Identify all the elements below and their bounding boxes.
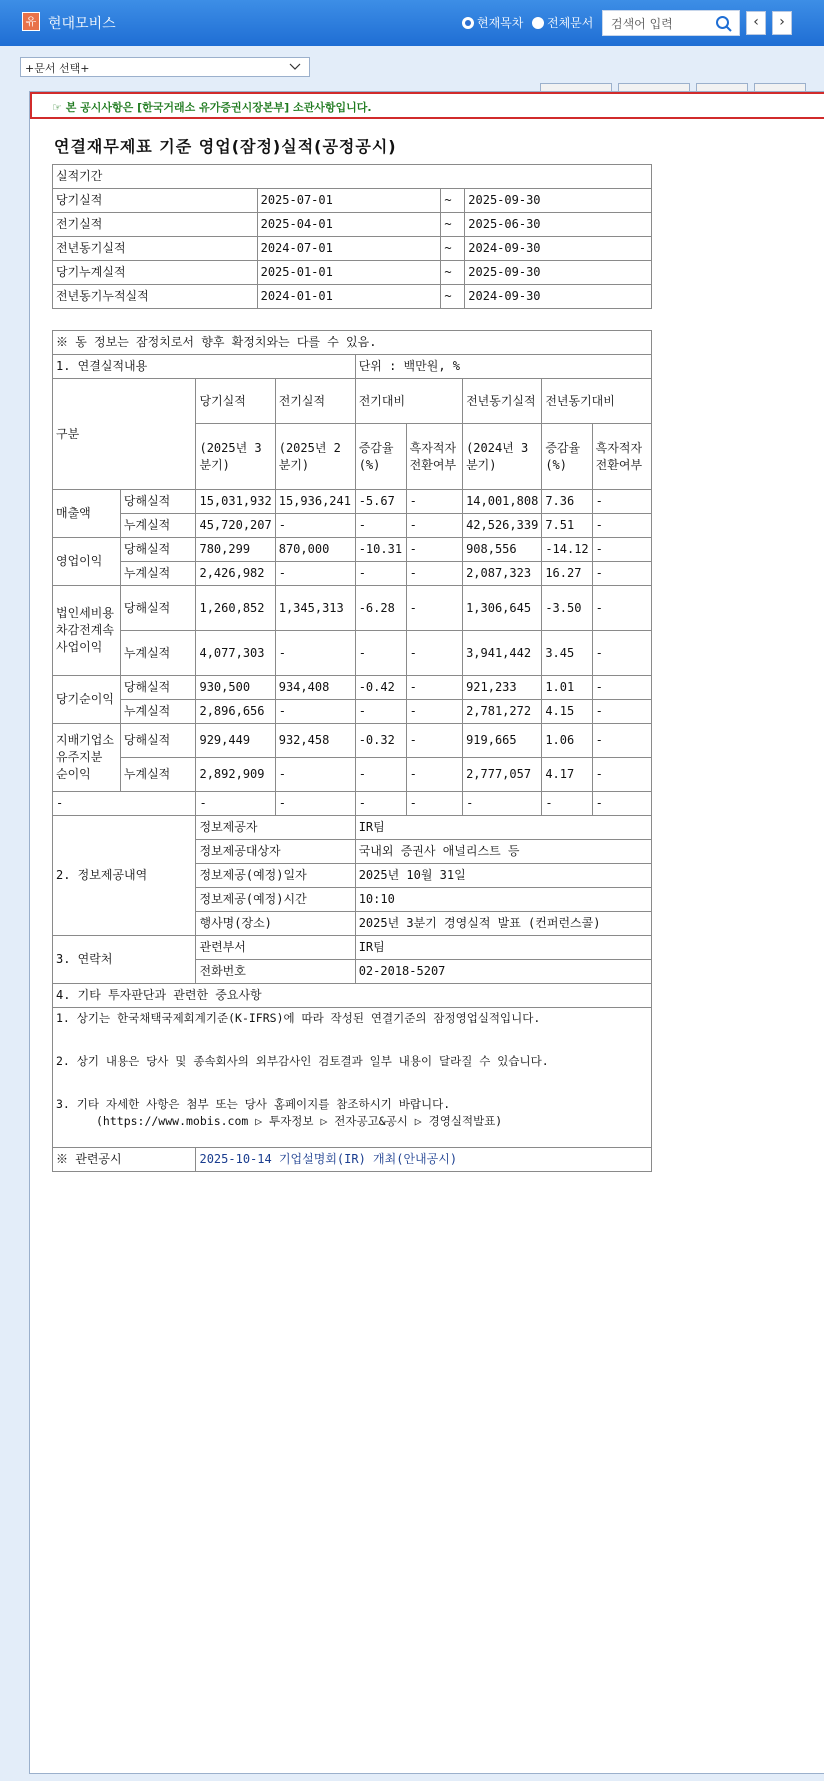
col-subheader: (2025년 2분기) bbox=[275, 424, 355, 490]
document-panel bbox=[29, 91, 824, 1774]
row-category: 지배기업소유주지분 순이익 bbox=[53, 724, 121, 792]
table-row: 정보제공(예정)일자 2025년 10월 31일 bbox=[53, 864, 652, 888]
other-notes: 1. 상기는 한국채택국제회계기준(K-IFRS)에 따라 작성된 연결기준의 잠정영업실적입니다. 2. 상기 내용은 당사 및 종속회사의 외부감사인 검토결과 일부 내용이 달라질 수 있습니다. 3. 기타 자세한 사항은 첨부 또는 당사 홈페이지를 참조하시기 바랍니다. (https://www.mobis.com ▷ 투자정보 ▷ 전자공고&공시 ▷ 경영실적발표) bbox=[53, 1008, 652, 1148]
toolbar-tabs-strip bbox=[540, 83, 824, 91]
radio-checked-icon bbox=[462, 17, 474, 29]
table-row: 누계실적 2,896,656 - - - 2,781,272 4.15 - bbox=[53, 700, 652, 724]
col-header: 전기실적 bbox=[275, 379, 355, 424]
document-select[interactable] bbox=[20, 57, 310, 77]
radio-unchecked-icon bbox=[532, 17, 544, 29]
info-section-title: 2. 정보제공내역 bbox=[53, 816, 196, 936]
notice-banner: ☞ 본 공시사항은 [한국거래소 유가증권시장본부] 소관사항입니다. bbox=[30, 92, 824, 119]
table-row: 당기누계실적 2025-01-01 ~ 2025-09-30 bbox=[53, 261, 652, 285]
results-table bbox=[52, 330, 652, 1172]
company-name: 현대모비스 bbox=[48, 16, 116, 32]
table-row: 법인세비용차감전계속사업이익 당해실적 1,260,852 1,345,313 -6.28 - 1,306,645 -3.50 - bbox=[53, 586, 652, 631]
radio-all-label: 전체문서 bbox=[547, 16, 594, 30]
col-header: 전년동기실적 bbox=[463, 379, 542, 424]
table-row: 정보제공(예정)시간 10:10 bbox=[53, 888, 652, 912]
col-subheader: 흑자적자전환여부 bbox=[592, 424, 651, 490]
table-row: 누계실적 2,892,909 - - - 2,777,057 4.17 - bbox=[53, 758, 652, 792]
table-row: 당기순이익 당해실적 930,500 934,408 -0.42 - 921,233 1.01 - bbox=[53, 676, 652, 700]
col-subheader: (2024년 3분기) bbox=[463, 424, 542, 490]
unit-label: 단위 : 백만원, % bbox=[355, 355, 651, 379]
row-category: 법인세비용차감전계속사업이익 bbox=[53, 586, 121, 676]
row-category: 영업이익 bbox=[53, 538, 121, 586]
document-select-value: +문서 선택+ bbox=[25, 62, 90, 75]
table-row: 전기실적 2025-04-01 ~ 2025-06-30 bbox=[53, 213, 652, 237]
radio-current-toc[interactable] bbox=[462, 14, 523, 31]
radio-current-label: 현재목차 bbox=[477, 16, 524, 30]
search-input[interactable] bbox=[602, 10, 740, 36]
period-header: 실적기간 bbox=[53, 165, 652, 189]
disclaimer: ※ 동 정보는 잠정치로서 향후 확정치와는 다를 수 있음. bbox=[53, 331, 652, 355]
table-row: 누계실적 4,077,303 - - - 3,941,442 3.45 - bbox=[53, 631, 652, 676]
row-category: 매출액 bbox=[53, 490, 121, 538]
table-row: 전년동기실적 2024-07-01 ~ 2024-09-30 bbox=[53, 237, 652, 261]
section-title: 1. 연결실적내용 bbox=[53, 355, 356, 379]
prev-button[interactable]: ‹ bbox=[746, 11, 766, 35]
period-table bbox=[52, 164, 652, 309]
table-row: 행사명(장소) 2025년 3분기 경영실적 발표 (컨퍼런스콜) bbox=[53, 912, 652, 936]
page-title: 연결재무제표 기준 영업(잠정)실적(공정공시) bbox=[54, 137, 397, 156]
related-label: ※ 관련공시 bbox=[53, 1148, 196, 1172]
row-category: 당기순이익 bbox=[53, 676, 121, 724]
table-row: 당기실적 2025-07-01 ~ 2025-09-30 bbox=[53, 189, 652, 213]
other-section-title: 4. 기타 투자판단과 관련한 중요사항 bbox=[53, 984, 652, 1008]
col-subheader: 흑자적자전환여부 bbox=[406, 424, 462, 490]
table-row: - - - - - - - - bbox=[53, 792, 652, 816]
table-row: 전년동기누적실적 2024-01-01 ~ 2024-09-30 bbox=[53, 285, 652, 309]
table-row: 매출액 당해실적 15,031,932 15,936,241 -5.67 - 14,001,808 7.36 - bbox=[53, 490, 652, 514]
col-header: 당기실적 bbox=[196, 379, 275, 424]
table-row: 3. 연락처 관련부서 IR팀 bbox=[53, 936, 652, 960]
next-button[interactable]: › bbox=[772, 11, 792, 35]
col-subheader: 증감율(%) bbox=[355, 424, 406, 490]
col-header: 전기대비 bbox=[355, 379, 462, 424]
related-disclosure-link[interactable]: 2025-10-14 기업설명회(IR) 개최(안내공시) bbox=[196, 1148, 652, 1172]
col-header: 구분 bbox=[53, 379, 196, 490]
table-row: 영업이익 당해실적 780,299 870,000 -10.31 - 908,556 -14.12 - bbox=[53, 538, 652, 562]
table-row: 전화번호 02-2018-5207 bbox=[53, 960, 652, 984]
table-row: 지배기업소유주지분 순이익 당해실적 929,449 932,458 -0.32 - 919,665 1.06 - bbox=[53, 724, 652, 758]
company-logo-icon: 유 bbox=[22, 12, 40, 31]
search-placeholder: 검색어 입력 bbox=[611, 17, 673, 31]
table-row: 누계실적 45,720,207 - - - 42,526,339 7.51 - bbox=[53, 514, 652, 538]
col-subheader: 증감율(%) bbox=[542, 424, 592, 490]
chevron-down-icon bbox=[289, 62, 301, 72]
col-subheader: (2025년 3분기) bbox=[196, 424, 275, 490]
table-row: 2. 정보제공내역 정보제공자 IR팀 bbox=[53, 816, 652, 840]
col-header: 전년동기대비 bbox=[542, 379, 652, 424]
search-icon[interactable] bbox=[715, 15, 733, 33]
radio-all-docs[interactable] bbox=[532, 14, 593, 31]
top-header bbox=[0, 0, 824, 46]
table-row: 누계실적 2,426,982 - - - 2,087,323 16.27 - bbox=[53, 562, 652, 586]
contact-section-title: 3. 연락처 bbox=[53, 936, 196, 984]
table-row: 정보제공대상자 국내외 증권사 애널리스트 등 bbox=[53, 840, 652, 864]
